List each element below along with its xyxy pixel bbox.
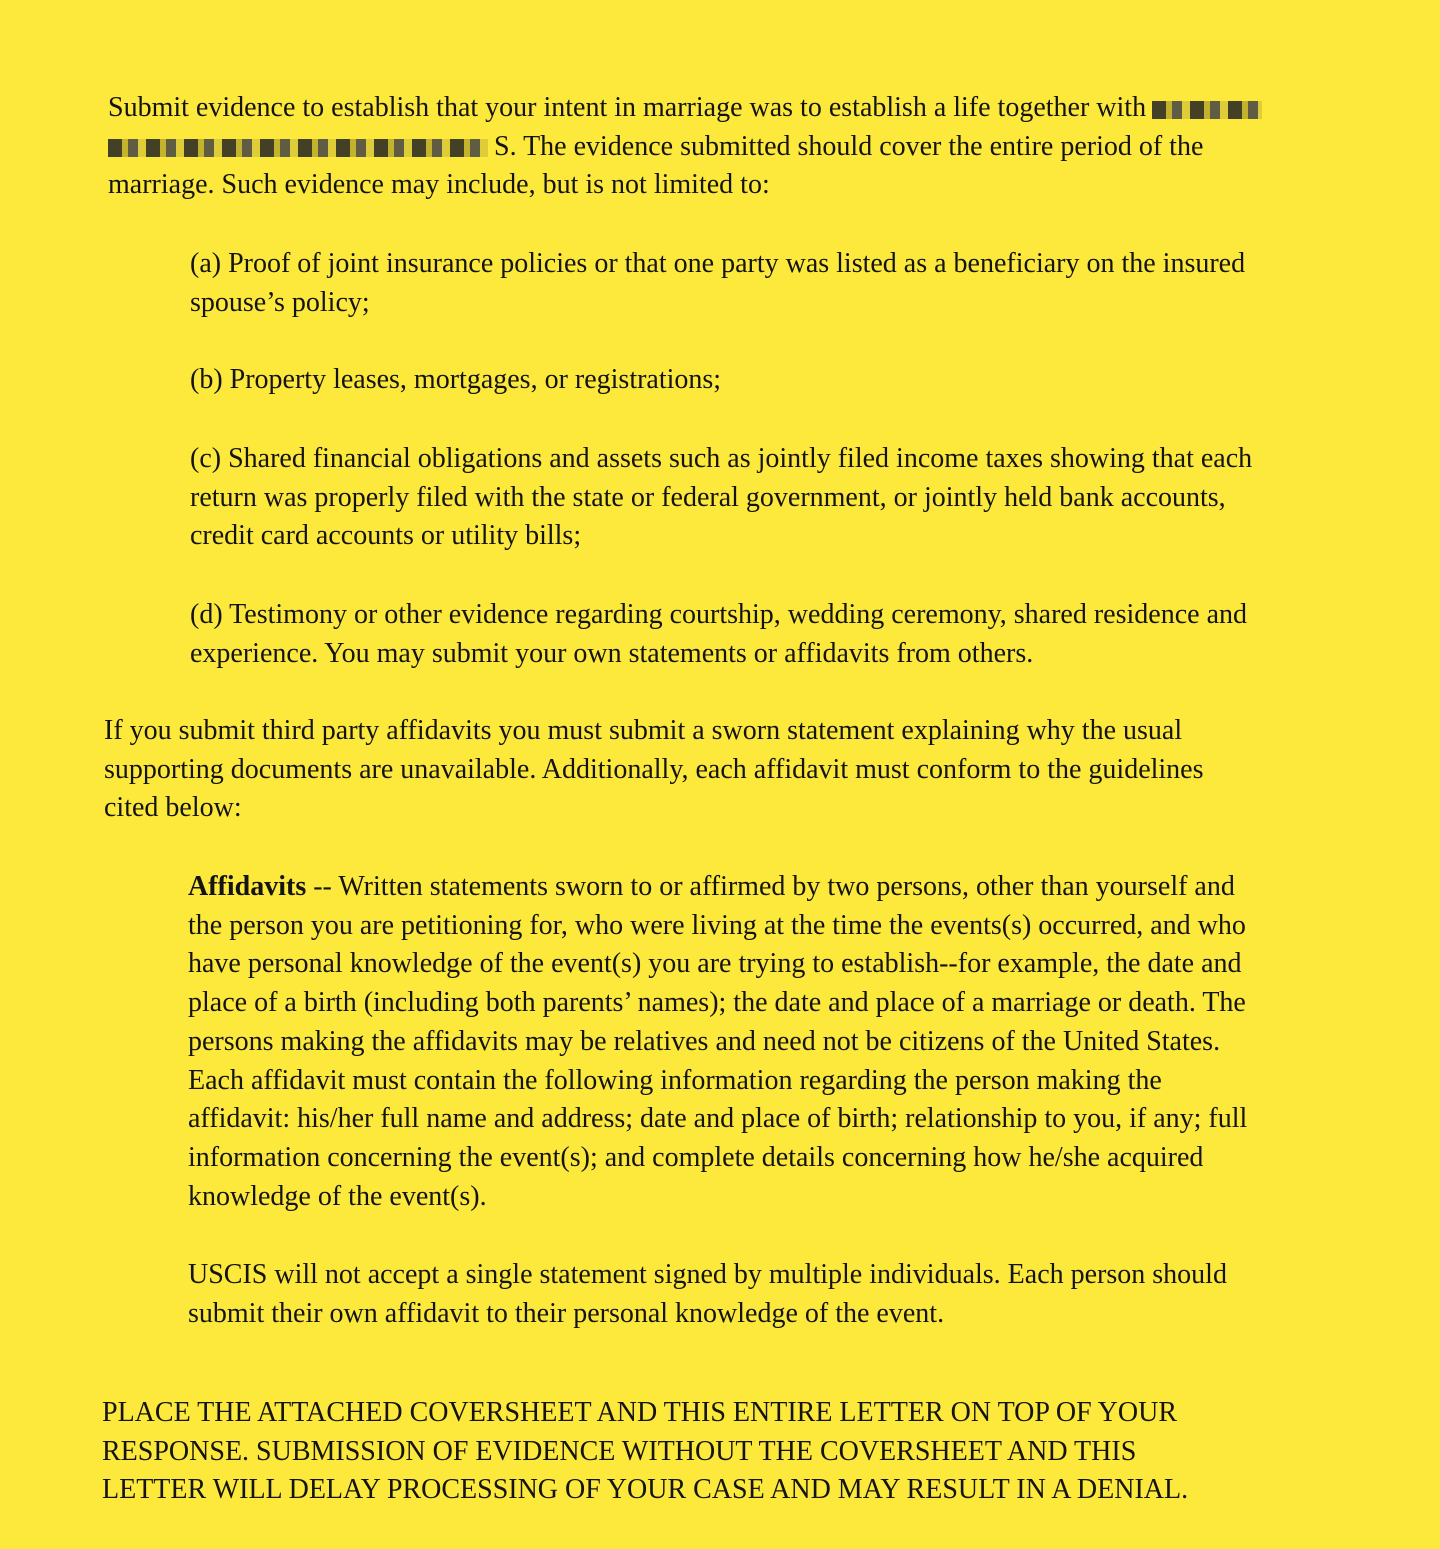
evidence-item-c: (c) Shared financial obligations and assets such as jointly filed income taxes showing that each return was properly filed with the state or federal government, or jointly held bank accounts, credit card accounts or utility bills; xyxy=(190,443,1253,552)
redaction-mark xyxy=(108,139,488,157)
evidence-item-a: (a) Proof of joint insurance policies or that one party was listed as a beneficiary on the insured spouse’s policy; xyxy=(190,248,1246,318)
affidavits-paragraph: Affidavits -- Written statements sworn to or affirmed by two persons, other than yourself and the person you are petitioning for, who were living at the time the events(s) occurred, and who have personal knowledge of the event(s) you are trying to establish--for example, the date and place of a birth (including both parents’ names); the date and place of a marriage or death. The persons making the affidavits may be relatives and need not be citizens of the United States. Each affidavit must contain the following information regarding the person making the affidavit: his/her full name and address; date and place of birth; relationship to you, if any; full information concerning the event(s); and complete details concerning how he/she acquired knowledge of the event(s). xyxy=(188,871,1248,1212)
intro-line: Submit evidence to establish that your intent in marriage was to establish a life together with xyxy=(108,89,1262,128)
third-party-paragraph: If you submit third party affidavits you must submit a sworn statement explaining why the usual supporting documents are unavailable. Additionally, each affidavit must conform to the guidelines cited below: xyxy=(104,715,1204,824)
evidence-item-d: (d) Testimony or other evidence regarding courtship, wedding ceremony, shared residence and experience. You may submit your own statements or affidavits from others. xyxy=(190,599,1247,669)
intro-line: marriage. Such evidence may include, but is not limited to: xyxy=(108,169,770,201)
intro-line: S. The evidence submitted should cover the entire period of the xyxy=(108,128,1262,167)
evidence-item-b: (b) Property leases, mortgages, or registrations; xyxy=(190,364,722,395)
uscis-paragraph: USCIS will not accept a single statement signed by multiple individuals. Each person should submit their own affidavit to their personal knowledge of the event. xyxy=(188,1259,1227,1329)
redaction-mark xyxy=(1152,101,1262,119)
coversheet-notice: PLACE THE ATTACHED COVERSHEET AND THIS ENTIRE LETTER ON TOP OF YOUR RESPONSE. SUBMISSION OF EVIDENCE WITHOUT THE COVERSHEET AND THIS LETTER WILL DELAY PROCESSING OF YOUR CASE AND MAY RESULT IN A DENIAL. xyxy=(102,1397,1189,1506)
affidavits-term: Affidavits xyxy=(188,871,307,902)
intro-paragraph xyxy=(108,89,1262,205)
